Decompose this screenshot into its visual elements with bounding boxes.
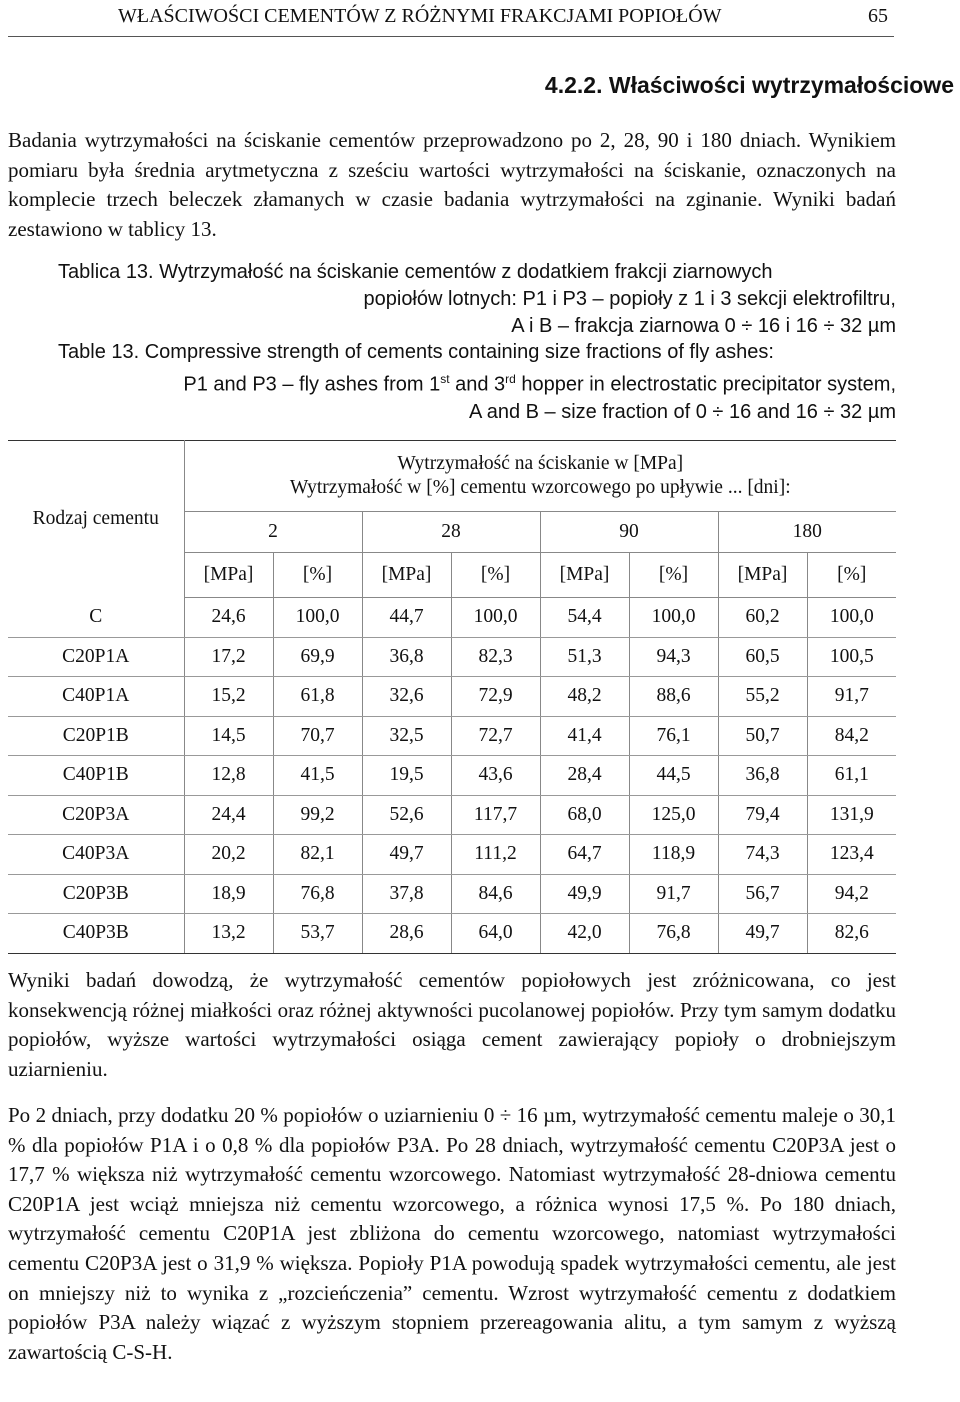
table-cell: 61,8 xyxy=(273,677,362,717)
table-cell: 82,6 xyxy=(807,914,896,954)
table-row xyxy=(8,874,896,914)
group-header-line-1: Wytrzymałość na ściskanie w [MPa] xyxy=(397,453,684,474)
table-cell: 88,6 xyxy=(629,677,718,717)
unit-header: [%] xyxy=(273,553,362,598)
table-caption-english xyxy=(58,339,896,426)
table-cell: 44,7 xyxy=(362,598,451,638)
unit-header: [MPa] xyxy=(540,553,629,598)
caption-pl-line-2: popiołów lotnych: P1 i P3 – popioły z 1 i 3 sekcji elektrofiltru, xyxy=(363,288,896,310)
table-cell: 84,6 xyxy=(451,874,540,914)
caption-en-line-2b: and 3 xyxy=(449,373,506,396)
table-cell: 68,0 xyxy=(540,795,629,835)
table-cell: 100,0 xyxy=(629,598,718,638)
table-cell: 60,2 xyxy=(718,598,807,638)
running-header-title: WŁAŚCIWOŚCI CEMENTÓW Z RÓŻNYMI FRAKCJAMI POPIOŁÓW xyxy=(118,5,722,27)
table-cell: 32,5 xyxy=(362,716,451,756)
unit-header: [MPa] xyxy=(362,553,451,598)
table-cell: 37,8 xyxy=(362,874,451,914)
group-header xyxy=(184,441,896,512)
cement-type-cell: C20P1A xyxy=(8,637,184,677)
table-cell: 36,8 xyxy=(362,637,451,677)
intro-paragraph: Badania wytrzymałości na ściskanie cementów przeprowadzono po 2, 28, 90 i 180 dniach. Wynikiem pomiaru była średnia arytmetyczna z sześciu wartości wytrzymałości na ściskanie, oznaczonych na komplecie trzech beleczek złamanych w czasie badania wytrzymałości na zginanie. Wyniki badań zestawiono w tablicy 13. xyxy=(8,128,896,241)
table-cell: 54,4 xyxy=(540,598,629,638)
table-cell: 100,0 xyxy=(807,598,896,638)
table-row xyxy=(8,914,896,954)
table-cell: 76,1 xyxy=(629,716,718,756)
table-cell: 42,0 xyxy=(540,914,629,954)
table-row xyxy=(8,756,896,796)
caption-en-line-2c: hopper in electrostatic precipitator system, xyxy=(515,373,896,396)
table-cell: 79,4 xyxy=(718,795,807,835)
results-paragraph: Wyniki badań dowodzą, że wytrzymałość cementów popiołowych jest zróżnicowana, co jest konsekwencją różnej miałkości oraz różnej aktywności pucolanowej popiołów. Przy tym samym dodatku popiołów, wyższe wartości wytrzymałości osiąga cement zawierający popioły o drobniejszym uziarnieniu. xyxy=(8,968,896,1081)
table-cell: 49,7 xyxy=(718,914,807,954)
caption-pl-line-3: A i B – frakcja ziarnowa 0 ÷ 16 i 16 ÷ 32 µm xyxy=(511,315,896,337)
table-cell: 20,2 xyxy=(184,835,273,875)
table-cell: 117,7 xyxy=(451,795,540,835)
table-cell: 24,6 xyxy=(184,598,273,638)
table-cell: 12,8 xyxy=(184,756,273,796)
table-row xyxy=(8,716,896,756)
day-header-28: 28 xyxy=(362,512,540,553)
table-cell: 15,2 xyxy=(184,677,273,717)
page-number: 65 xyxy=(868,5,888,27)
cement-type-cell: C xyxy=(8,598,184,638)
table-cell: 64,0 xyxy=(451,914,540,954)
table-cell: 91,7 xyxy=(807,677,896,717)
cement-type-cell: C40P1A xyxy=(8,677,184,717)
group-header-line-2: Wytrzymałość w [%] cementu wzorcowego po upływie ... [dni]: xyxy=(289,477,791,498)
unit-header: [%] xyxy=(629,553,718,598)
table-cell: 17,2 xyxy=(184,637,273,677)
table-row xyxy=(8,637,896,677)
table-row xyxy=(8,598,896,638)
table-cell: 41,5 xyxy=(273,756,362,796)
cement-type-cell: C20P3A xyxy=(8,795,184,835)
table-cell: 36,8 xyxy=(718,756,807,796)
table-cell: 82,1 xyxy=(273,835,362,875)
table-cell: 82,3 xyxy=(451,637,540,677)
table-cell: 100,0 xyxy=(451,598,540,638)
running-header xyxy=(8,2,894,37)
table-cell: 41,4 xyxy=(540,716,629,756)
table-cell: 52,6 xyxy=(362,795,451,835)
table-cell: 72,7 xyxy=(451,716,540,756)
table-cell: 74,3 xyxy=(718,835,807,875)
table-cell: 70,7 xyxy=(273,716,362,756)
table-cell: 131,9 xyxy=(807,795,896,835)
caption-en-line-1: Table 13. Compressive strength of cements containing size fractions of fly ashes: xyxy=(58,341,774,363)
table-cell: 14,5 xyxy=(184,716,273,756)
table-cell: 111,2 xyxy=(451,835,540,875)
table-cell: 118,9 xyxy=(629,835,718,875)
table-row xyxy=(8,795,896,835)
table-cell: 44,5 xyxy=(629,756,718,796)
table-cell: 69,9 xyxy=(273,637,362,677)
table-cell: 64,7 xyxy=(540,835,629,875)
table-cell: 28,6 xyxy=(362,914,451,954)
row-header-cement-type: Rodzaj cementu xyxy=(8,441,184,598)
cement-type-cell: C40P3B xyxy=(8,914,184,954)
table-cell: 56,7 xyxy=(718,874,807,914)
table-cell: 24,4 xyxy=(184,795,273,835)
table-cell: 76,8 xyxy=(629,914,718,954)
unit-header: [MPa] xyxy=(184,553,273,598)
cement-type-cell: C20P1B xyxy=(8,716,184,756)
table-cell: 94,3 xyxy=(629,637,718,677)
unit-header: [%] xyxy=(807,553,896,598)
caption-en-sup-1: st xyxy=(440,372,450,386)
table-cell: 61,1 xyxy=(807,756,896,796)
caption-en-sup-2: rd xyxy=(505,372,516,386)
table-cell: 49,7 xyxy=(362,835,451,875)
cement-type-cell: C40P1B xyxy=(8,756,184,796)
table-cell: 94,2 xyxy=(807,874,896,914)
table-cell: 49,9 xyxy=(540,874,629,914)
table-row xyxy=(8,677,896,717)
caption-pl-line-1: Tablica 13. Wytrzymałość na ściskanie cementów z dodatkiem frakcji ziarnowych xyxy=(58,261,773,283)
table-cell: 18,9 xyxy=(184,874,273,914)
table-body xyxy=(8,598,896,954)
cement-type-cell: C40P3A xyxy=(8,835,184,875)
table-cell: 32,6 xyxy=(362,677,451,717)
caption-en-line-3: A and B – size fraction of 0 ÷ 16 and 16 ÷ 32 µm xyxy=(468,400,896,423)
table-cell: 99,2 xyxy=(273,795,362,835)
table-cell: 72,9 xyxy=(451,677,540,717)
section-heading: 4.2.2. Właściwości wytrzymałościowe xyxy=(544,72,954,98)
table-cell: 28,4 xyxy=(540,756,629,796)
table-cell: 100,5 xyxy=(807,637,896,677)
table-cell: 60,5 xyxy=(718,637,807,677)
table-cell: 84,2 xyxy=(807,716,896,756)
caption-en-line-2a: P1 and P3 – fly ashes from 1 xyxy=(183,373,441,396)
table-cell: 48,2 xyxy=(540,677,629,717)
table-cell: 76,8 xyxy=(273,874,362,914)
table-cell: 55,2 xyxy=(718,677,807,717)
table-caption-polish xyxy=(58,259,896,340)
table-cell: 43,6 xyxy=(451,756,540,796)
strength-table xyxy=(8,440,896,954)
day-header-90: 90 xyxy=(540,512,718,553)
discussion-paragraph: Po 2 dniach, przy dodatku 20 % popiołów o uziarnieniu 0 ÷ 16 µm, wytrzymałość cementu maleje o 30,1 % dla popiołów P1A i o 0,8 % dla popiołów P3A. Po 28 dniach, wytrzymałość cementu C20P3A jest o 17,7 % większa niż wytrzymałość cementu wzorcowego. Natomiast wytrzymałość 28-dniowa cementu C20P1A jest wciąż mniejsza niż cementu wzorcowego, a różnica wynosi 17,5 %. Po 180 dniach, wytrzymałość cementu C20P1A jest zbliżona do cementu wzorcowego, natomiast wytrzymałości cementu C20P3A jest o 31,9 % większa. Popioły P1A powodują spadek wytrzymałości cementu, ale jest on mniejszy niż to wynika z „rozcieńczenia” cementu. Wzrost wytrzymałość cementu z dodatkiem popiołów P3A należy wiązać z wyższym stopniem przereagowania alitu, a tym samym z wyższą zawartością C-S-H. xyxy=(8,1103,896,1364)
table-cell: 125,0 xyxy=(629,795,718,835)
table-cell: 100,0 xyxy=(273,598,362,638)
table-cell: 53,7 xyxy=(273,914,362,954)
day-header-2: 2 xyxy=(184,512,362,553)
table-cell: 19,5 xyxy=(362,756,451,796)
day-header-180: 180 xyxy=(718,512,896,553)
cement-type-cell: C20P3B xyxy=(8,874,184,914)
table-row xyxy=(8,835,896,875)
table-cell: 13,2 xyxy=(184,914,273,954)
table-cell: 50,7 xyxy=(718,716,807,756)
table-cell: 91,7 xyxy=(629,874,718,914)
table-cell: 123,4 xyxy=(807,835,896,875)
unit-header: [MPa] xyxy=(718,553,807,598)
table-cell: 51,3 xyxy=(540,637,629,677)
unit-header: [%] xyxy=(451,553,540,598)
caption-en-line-2 xyxy=(58,366,896,399)
